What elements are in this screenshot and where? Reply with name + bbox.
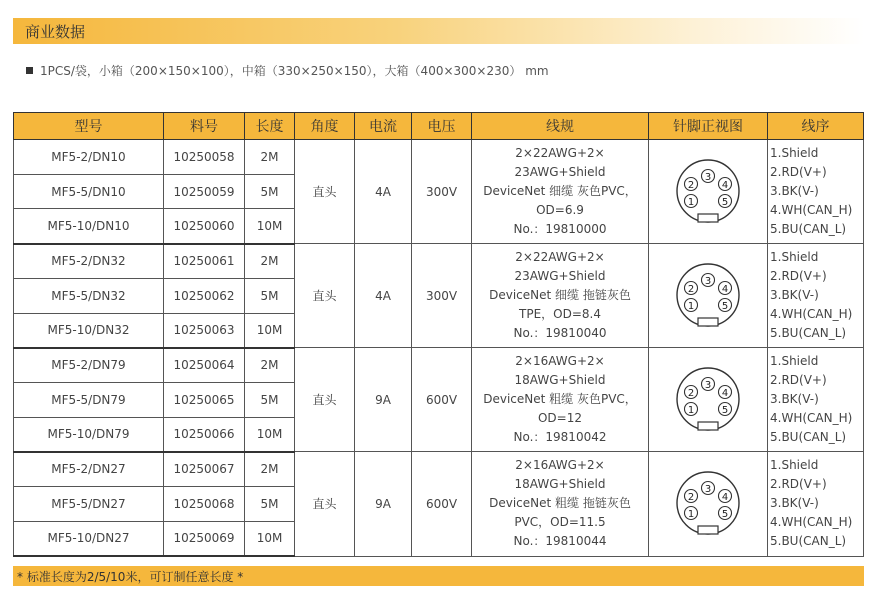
packaging-info — [26, 62, 549, 79]
wiring-line: 5.BU(CAN_L) — [770, 326, 847, 341]
wiring-cell — [768, 452, 864, 556]
wire-gauge-line: TPE，OD=8.4 — [519, 307, 601, 322]
header-wiring: 线序 — [768, 113, 864, 140]
pin-number: 5 — [721, 300, 729, 312]
wire-gauge-cell — [472, 140, 649, 244]
section-title: 商业数据 — [25, 23, 86, 41]
length-cell: 2M — [245, 348, 295, 383]
wire-gauge-line: 2×16AWG+2× — [515, 354, 605, 369]
length-cell: 10M — [245, 521, 295, 556]
wire-gauge-cell — [472, 348, 649, 452]
wire-gauge-line: OD=12 — [537, 411, 582, 426]
model-cell: MF5-5/DN27 — [14, 487, 164, 522]
model-cell: MF5-2/DN27 — [14, 452, 164, 487]
connector-key-notch — [698, 318, 718, 326]
bullet-square-icon — [26, 67, 33, 74]
note-text: * 标准长度为2/5/10米，可订制任意长度 * — [17, 570, 244, 584]
wiring-line: 3.BK(V-) — [770, 288, 819, 303]
wire-gauge-line: 2×22AWG+2× — [515, 146, 605, 161]
pin-number: 2 — [687, 283, 695, 295]
wire-gauge-line: DeviceNet 细缆 拖链灰色 — [489, 288, 631, 303]
connector-key-notch — [698, 214, 718, 222]
current-cell: 9A — [355, 348, 412, 452]
pin-number: 4 — [721, 179, 729, 191]
spec-table — [13, 112, 864, 557]
header-length: 长度 — [245, 113, 295, 140]
pin-number: 1 — [687, 508, 695, 520]
model-cell: MF5-5/DN79 — [14, 382, 164, 417]
part-number-cell: 10250061 — [164, 244, 245, 279]
model-cell: MF5-10/DN32 — [14, 313, 164, 348]
wiring-line: 4.WH(CAN_H) — [770, 307, 853, 322]
wire-gauge-line: DeviceNet 粗缆 拖链灰色 — [489, 496, 631, 511]
pin-number: 3 — [704, 379, 712, 391]
part-number-cell: 10250058 — [164, 140, 245, 175]
wire-gauge-line: No.：19810040 — [513, 326, 607, 341]
wire-gauge-cell — [472, 452, 649, 556]
model-cell: MF5-2/DN10 — [14, 140, 164, 175]
model-cell: MF5-2/DN79 — [14, 348, 164, 383]
wiring-cell — [768, 244, 864, 348]
wiring-line: 3.BK(V-) — [770, 392, 819, 407]
voltage-cell: 300V — [412, 244, 472, 348]
header-wire-gauge: 线规 — [472, 113, 649, 140]
part-number-cell: 10250062 — [164, 278, 245, 313]
wire-gauge-line: No.：19810000 — [513, 222, 607, 237]
part-number-cell: 10250063 — [164, 313, 245, 348]
wire-gauge-line: 2×16AWG+2× — [515, 458, 605, 473]
table-row — [14, 140, 864, 175]
wiring-line: 2.RD(V+) — [770, 165, 827, 180]
header-voltage: 电压 — [412, 113, 472, 140]
connector-pin-face-icon — [673, 157, 743, 227]
table-header-row — [14, 113, 864, 140]
wiring-line: 5.BU(CAN_L) — [770, 534, 847, 549]
part-number-cell: 10250060 — [164, 209, 245, 244]
current-cell: 4A — [355, 244, 412, 348]
wiring-line: 1.Shield — [770, 146, 819, 161]
pin-number: 3 — [704, 483, 712, 495]
note-bar — [13, 566, 864, 586]
part-number-cell: 10250066 — [164, 417, 245, 452]
connector-pin-face-icon — [673, 261, 743, 331]
voltage-cell: 300V — [412, 140, 472, 244]
wiring-line: 1.Shield — [770, 250, 819, 265]
length-cell: 10M — [245, 313, 295, 348]
length-cell: 10M — [245, 417, 295, 452]
section-header-bar — [13, 18, 864, 44]
wiring-line: 4.WH(CAN_H) — [770, 411, 853, 426]
length-cell: 10M — [245, 209, 295, 244]
connector-key-notch — [698, 422, 718, 430]
pin-view-cell — [649, 452, 768, 556]
pin-number: 2 — [687, 491, 695, 503]
length-cell: 2M — [245, 452, 295, 487]
table-row — [14, 348, 864, 383]
pin-number: 5 — [721, 404, 729, 416]
table-row — [14, 452, 864, 487]
pin-number: 1 — [687, 300, 695, 312]
model-cell: MF5-5/DN10 — [14, 174, 164, 209]
current-cell: 9A — [355, 452, 412, 556]
wire-gauge-line: PVC，OD=11.5 — [514, 515, 606, 530]
angle-cell: 直头 — [295, 244, 355, 348]
voltage-cell: 600V — [412, 452, 472, 556]
length-cell: 5M — [245, 174, 295, 209]
angle-cell: 直头 — [295, 140, 355, 244]
pin-number: 4 — [721, 491, 729, 503]
pin-view-cell — [649, 140, 768, 244]
wiring-line: 4.WH(CAN_H) — [770, 203, 853, 218]
wire-gauge-line: 23AWG+Shield — [514, 165, 606, 180]
part-number-cell: 10250067 — [164, 452, 245, 487]
length-cell: 5M — [245, 487, 295, 522]
wiring-cell — [768, 348, 864, 452]
connector-pin-face-icon — [673, 469, 743, 539]
header-pin-view: 针脚正视图 — [649, 113, 768, 140]
wire-gauge-line: OD=6.9 — [536, 203, 584, 218]
length-cell: 2M — [245, 140, 295, 175]
pin-number: 4 — [721, 387, 729, 399]
part-number-cell: 10250069 — [164, 521, 245, 556]
wire-gauge-line: 18AWG+Shield — [514, 373, 606, 388]
connector-pin-face-icon — [673, 365, 743, 435]
length-cell: 2M — [245, 244, 295, 279]
wire-gauge-line: DeviceNet 粗缆 灰色PVC， — [483, 392, 637, 407]
wiring-line: 3.BK(V-) — [770, 184, 819, 199]
model-cell: MF5-10/DN27 — [14, 521, 164, 556]
angle-cell: 直头 — [295, 452, 355, 556]
voltage-cell: 600V — [412, 348, 472, 452]
model-cell: MF5-2/DN32 — [14, 244, 164, 279]
pin-number: 1 — [687, 404, 695, 416]
pin-number: 5 — [721, 196, 729, 208]
wiring-line: 2.RD(V+) — [770, 269, 827, 284]
connector-key-notch — [698, 526, 718, 534]
wire-gauge-line: DeviceNet 细缆 灰色PVC， — [483, 184, 637, 199]
length-cell: 5M — [245, 278, 295, 313]
wire-gauge-cell — [472, 244, 649, 348]
wiring-line: 2.RD(V+) — [770, 477, 827, 492]
model-cell: MF5-5/DN32 — [14, 278, 164, 313]
wire-gauge-line: 2×22AWG+2× — [515, 250, 605, 265]
part-number-cell: 10250064 — [164, 348, 245, 383]
pin-number: 2 — [687, 387, 695, 399]
part-number-cell: 10250059 — [164, 174, 245, 209]
wiring-line: 2.RD(V+) — [770, 373, 827, 388]
wiring-line: 5.BU(CAN_L) — [770, 430, 847, 445]
pin-number: 3 — [704, 171, 712, 183]
wire-gauge-line: 23AWG+Shield — [514, 269, 606, 284]
pin-number: 4 — [721, 283, 729, 295]
wiring-line: 5.BU(CAN_L) — [770, 222, 847, 237]
wiring-line: 1.Shield — [770, 354, 819, 369]
pin-number: 5 — [721, 508, 729, 520]
current-cell: 4A — [355, 140, 412, 244]
wiring-line: 3.BK(V-) — [770, 496, 819, 511]
packaging-text: 1PCS/袋，小箱（200×150×100），中箱（330×250×150），大箱（400×300×230） mm — [40, 64, 549, 78]
model-cell: MF5-10/DN10 — [14, 209, 164, 244]
part-number-cell: 10250065 — [164, 382, 245, 417]
wire-gauge-line: No.：19810044 — [513, 534, 607, 549]
pin-view-cell — [649, 348, 768, 452]
table-row — [14, 244, 864, 279]
wiring-line: 1.Shield — [770, 458, 819, 473]
pin-number: 3 — [704, 275, 712, 287]
header-part-number: 料号 — [164, 113, 245, 140]
wiring-cell — [768, 140, 864, 244]
pin-view-cell — [649, 244, 768, 348]
length-cell: 5M — [245, 382, 295, 417]
pin-number: 1 — [687, 196, 695, 208]
table-body — [14, 140, 864, 557]
wire-gauge-line: 18AWG+Shield — [514, 477, 606, 492]
wire-gauge-line: No.：19810042 — [513, 430, 607, 445]
angle-cell: 直头 — [295, 348, 355, 452]
header-current: 电流 — [355, 113, 412, 140]
model-cell: MF5-10/DN79 — [14, 417, 164, 452]
pin-number: 2 — [687, 179, 695, 191]
wiring-line: 4.WH(CAN_H) — [770, 515, 853, 530]
header-angle: 角度 — [295, 113, 355, 140]
header-model: 型号 — [14, 113, 164, 140]
part-number-cell: 10250068 — [164, 487, 245, 522]
